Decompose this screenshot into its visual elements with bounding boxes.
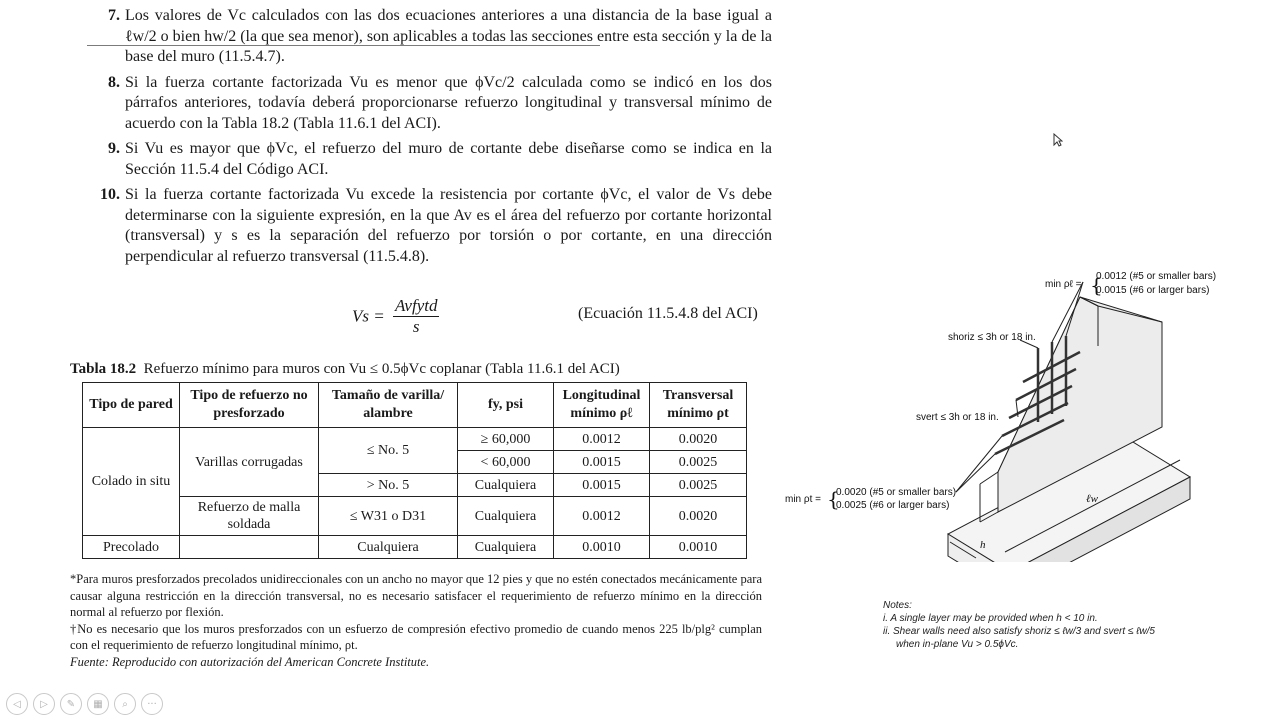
cell-size-w31: ≤ W31 o D31 [319,497,458,536]
table-row [83,497,747,536]
cell-long: 0.0012 [554,428,650,451]
header-longitudinal: Longitudinal mínimo ρℓ [554,383,650,428]
cell-welded-mesh: Refuerzo de malla soldada [180,497,319,536]
next-icon[interactable]: ▷ [33,693,55,715]
header-reinforcement-type: Tipo de refuerzo no presforzado [180,383,319,428]
note-line: i. A single layer may be provided when h < 10 in. [883,613,1098,624]
numbered-list [92,6,772,272]
footnote: *Para muros presforzados precolados unidireccionales con un ancho no mayor que 12 pies y que no estén conectados mecánicamente para causar alguna restricción en la dirección transversal, no es necesario satisfacer el requerimiento de refuerzo mínimo en la dirección normal al refuerzo por flexión. [70,572,762,620]
slides-icon[interactable]: ▦ [87,693,109,715]
footnote-source: Fuente: Reproducido con autorización del American Concrete Institute. [70,654,430,669]
cell-trans: 0.0020 [650,428,747,451]
pen-icon[interactable]: ✎ [60,693,82,715]
item-number: 7. [108,7,120,24]
cell-fy: Cualquiera [458,474,554,497]
min-pt-line-1: 0.0020 (#5 or smaller bars) [836,487,957,498]
list-item [92,6,772,68]
prev-icon[interactable]: ◁ [6,693,28,715]
table-caption [70,361,620,378]
item-number: 10. [100,186,120,203]
item-text: Si la fuerza cortante factorizada Vu es menor que ϕVc/2 calculada como se indicó en los dos párrafos anteriores, todavía deberá proporcionarse refuerzo longitudinal y transversal mínimo de acuerdo con la Tabla 18.2 (Tabla 11.6.1 del ACI). [125,73,772,132]
cell-fy: < 60,000 [458,451,554,474]
cell-long: 0.0012 [554,497,650,536]
h-label: h [980,539,986,551]
equation-lhs: Vs = [352,306,385,326]
shear-wall-figure [780,262,1250,562]
cell-size-le5: ≤ No. 5 [319,428,458,474]
note-line: when in-plane Vu > 0.5ϕVc. [896,639,1019,650]
note-line: ii. Shear walls need also satisfy shoriz ≤ ℓw/3 and svert ≤ ℓw/5 [883,626,1155,637]
equation-denominator: s [412,317,420,336]
cell-fy: Cualquiera [458,536,554,559]
svg-text:{: { [827,487,840,511]
cell-trans: 0.0010 [650,536,747,559]
table-caption-text: Refuerzo mínimo para muros con Vu ≤ 0.5ϕVc coplanar (Tabla 11.6.1 del ACI) [143,361,620,377]
svg-text:{: { [1090,273,1103,297]
min-pl-line-2: 0.0015 (#6 or larger bars) [1096,285,1210,296]
min-pl-line-1: 0.0012 (#5 or smaller bars) [1096,271,1217,282]
item-text: Los valores de Vc calculados con las dos ecuaciones anteriores a una distancia de la base igual a ℓw/2 o bien hw/2 (la que sea menor), son aplicables a todas las secciones entre esta sección y la de la base del muro (11.5.4.7). [125,7,772,65]
item-number: 8. [108,73,120,91]
cell-fy: ≥ 60,000 [458,428,554,451]
lw-label: ℓw [1086,493,1098,505]
list-item [92,139,772,180]
figure-notes [883,599,1183,651]
svert-label: svert ≤ 3h or 18 in. [916,412,999,423]
cell-cast-in-situ: Colado in situ [83,428,180,536]
min-reinforcement-table [82,382,747,559]
cell-fy: Cualquiera [458,497,554,536]
equation-numerator: Avfytd [394,296,438,315]
header-wall-type: Tipo de pared [83,383,180,428]
header-bar-size: Tamaño de varilla/ alambre [319,383,458,428]
zoom-icon[interactable]: ⌕ [114,693,136,715]
notes-heading: Notes: [883,600,912,611]
cell-trans: 0.0025 [650,474,747,497]
cell-trans: 0.0025 [650,451,747,474]
table-header-row [83,383,747,428]
item-text: Si Vu es mayor que ϕVc, el refuerzo del muro de cortante debe diseñarse como se indica en la Sección 11.5.4 del Código ACI. [125,140,772,178]
cell-long: 0.0015 [554,474,650,497]
table-caption-label: Tabla 18.2 [70,361,137,377]
item-text: Si la fuerza cortante factorizada Vu excede la resistencia por cortante ϕVc, el valor de Vs debe determinarse con la siguiente expresión, en la que Av es el área del refuerzo por cortante horizontal (transversal) y s es la separación del refuerzo por torsión o por cortante, en una dirección perpendicular al refuerzo transversal (11.5.4.8). [125,186,772,265]
list-item [92,73,772,135]
cell-trans: 0.0020 [650,497,747,536]
equation-reference: (Ecuación 11.5.4.8 del ACI) [578,305,758,322]
cell-empty [180,536,319,559]
mouse-pointer-icon [1053,133,1063,147]
min-pt-label: min ρt = [785,494,821,505]
table-row [83,428,747,451]
cell-long: 0.0015 [554,451,650,474]
equation [352,296,439,337]
footnote: †No es necesario que los muros presforzados con un esfuerzo de compresión efectivo promedio de cuando menos 225 lb/plg² cumplan con el requerimiento de refuerzo longitudinal mínimo, ρt. [70,621,762,653]
list-item [92,185,772,267]
cell-precast: Precolado [83,536,180,559]
cell-long: 0.0010 [554,536,650,559]
cell-size-any: Cualquiera [319,536,458,559]
more-icon[interactable]: ··· [141,693,163,715]
table-row [83,536,747,559]
item-number: 9. [108,140,120,157]
min-pt-line-2: 0.0025 (#6 or larger bars) [836,500,950,511]
header-fy: fy, psi [458,383,554,428]
presentation-toolbar [6,693,163,715]
header-transversal: Transversal mínimo ρt [650,383,747,428]
table-footnotes [70,571,762,671]
min-pl-label: min ρℓ = [1045,279,1082,290]
cell-size-gt5: > No. 5 [319,474,458,497]
shoriz-label: shoriz ≤ 3h or 18 in. [948,332,1036,343]
cell-corrugated-bars: Varillas corrugadas [180,428,319,497]
